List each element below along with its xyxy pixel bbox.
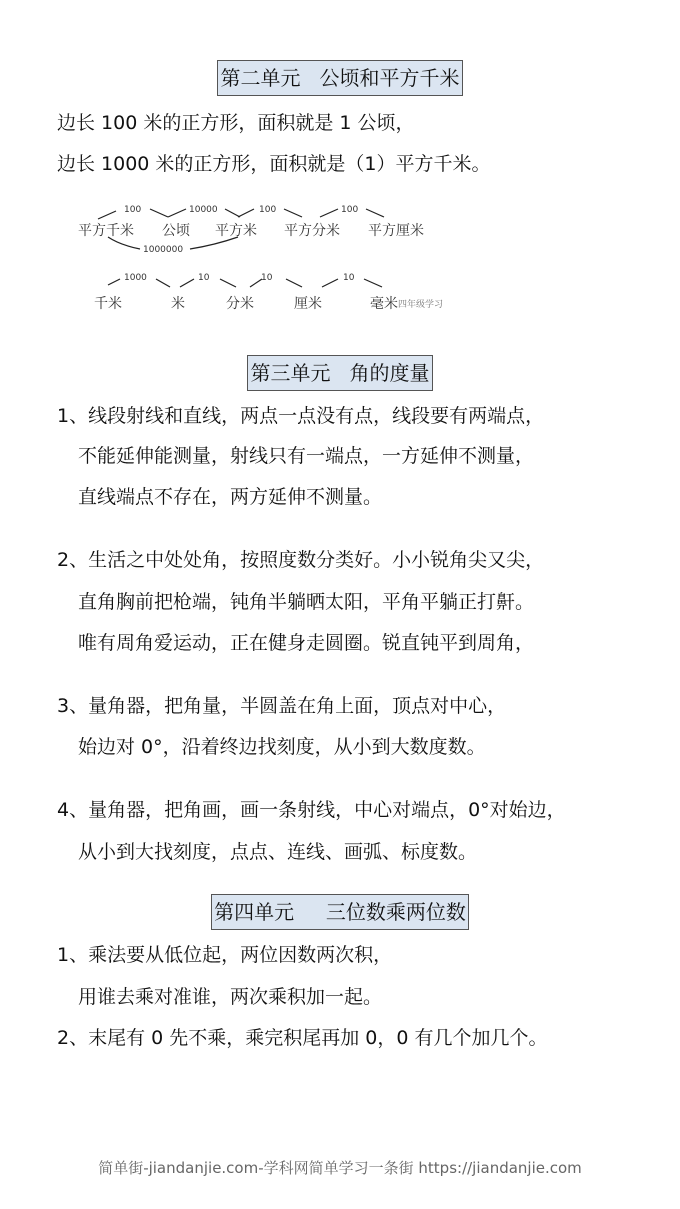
unit3-heading — [0, 355, 680, 391]
unit4-line-2: 用谁去乘对准谁，两次乘积加一起。 — [78, 986, 383, 1008]
length-rate-4: 10 — [343, 273, 355, 283]
unit3-item3-line2: 始边对 0°，沿着终边找刻度，从小到大数度数。 — [78, 736, 486, 758]
unit3-item1-line3: 直线端点不存在，两方延伸不测量。 — [78, 486, 383, 508]
unit3-item1-line1: 1、线段射线和直线，两点一点没有点，线段要有两端点， — [57, 405, 545, 427]
unit-mm: 毫米 — [370, 296, 398, 312]
unit4-line-1: 1、乘法要从低位起，两位因数两次积， — [57, 944, 393, 966]
unit-conversion-diagram — [0, 195, 680, 325]
unit-square-km: 平方千米 — [78, 223, 134, 239]
unit4-line-3: 2、末尾有 0 先不乘，乘完积尾再加 0，0 有几个加几个。 — [57, 1027, 548, 1049]
unit-hectare: 公顷 — [162, 223, 190, 239]
unit-square-cm: 平方厘米 — [368, 223, 424, 239]
unit3-item2-line3: 唯有周角爱运动，正在健身走圆圈。锐直钝平到周角， — [78, 632, 535, 654]
unit2-heading-text: 第二单元 公顷和平方千米 — [217, 60, 462, 96]
length-rate-2: 10 — [198, 273, 210, 283]
unit-km: 千米 — [94, 296, 122, 312]
unit3-item4-line2: 从小到大找刻度，点点、连线、画弧、标度数。 — [78, 841, 478, 863]
watermark: 四年级学习 — [398, 300, 444, 310]
unit-square-m: 平方米 — [215, 223, 257, 239]
unit3-item3-line1: 3、量角器，把角量，半圆盖在角上面，顶点对中心， — [57, 695, 507, 717]
area-rate-3: 100 — [259, 205, 277, 215]
unit3-item4-line1: 4、量角器，把角画，画一条射线，中心对端点，0°对始边， — [57, 799, 566, 821]
unit4-heading-text: 第四单元 三位数乘两位数 — [211, 894, 469, 930]
unit4-heading — [0, 894, 680, 930]
length-rate-3: 10 — [261, 273, 273, 283]
unit2-line-2: 边长 1000 米的正方形，面积就是（1）平方千米。 — [57, 153, 491, 175]
area-rate-4: 100 — [341, 205, 359, 215]
unit3-item1-line2: 不能延伸能测量，射线只有一端点，一方延伸不测量， — [78, 445, 535, 467]
length-rate-1: 1000 — [124, 273, 147, 283]
unit-dm: 分米 — [226, 296, 254, 312]
area-rate-1: 100 — [124, 205, 142, 215]
unit3-heading-text: 第三单元 角的度量 — [247, 355, 432, 391]
unit3-item2-line1: 2、生活之中处处角，按照度数分类好。小小锐角尖又尖， — [57, 549, 545, 571]
area-long-rate: 1000000 — [143, 245, 184, 255]
unit2-heading — [0, 60, 680, 96]
unit-m: 米 — [171, 296, 185, 312]
area-rate-2: 10000 — [189, 205, 218, 215]
unit3-item2-line2: 直角胸前把枪端，钝角半躺晒太阳，平角平躺正打鼾。 — [78, 591, 535, 613]
unit-cm: 厘米 — [294, 296, 322, 312]
unit2-line-1: 边长 100 米的正方形，面积就是 1 公顷， — [57, 112, 415, 134]
footer-source: 简单街-jiandanjie.com-学科网简单学习一条街 https://jiandanjie.com — [98, 1159, 582, 1177]
unit-square-dm: 平方分米 — [284, 223, 340, 239]
